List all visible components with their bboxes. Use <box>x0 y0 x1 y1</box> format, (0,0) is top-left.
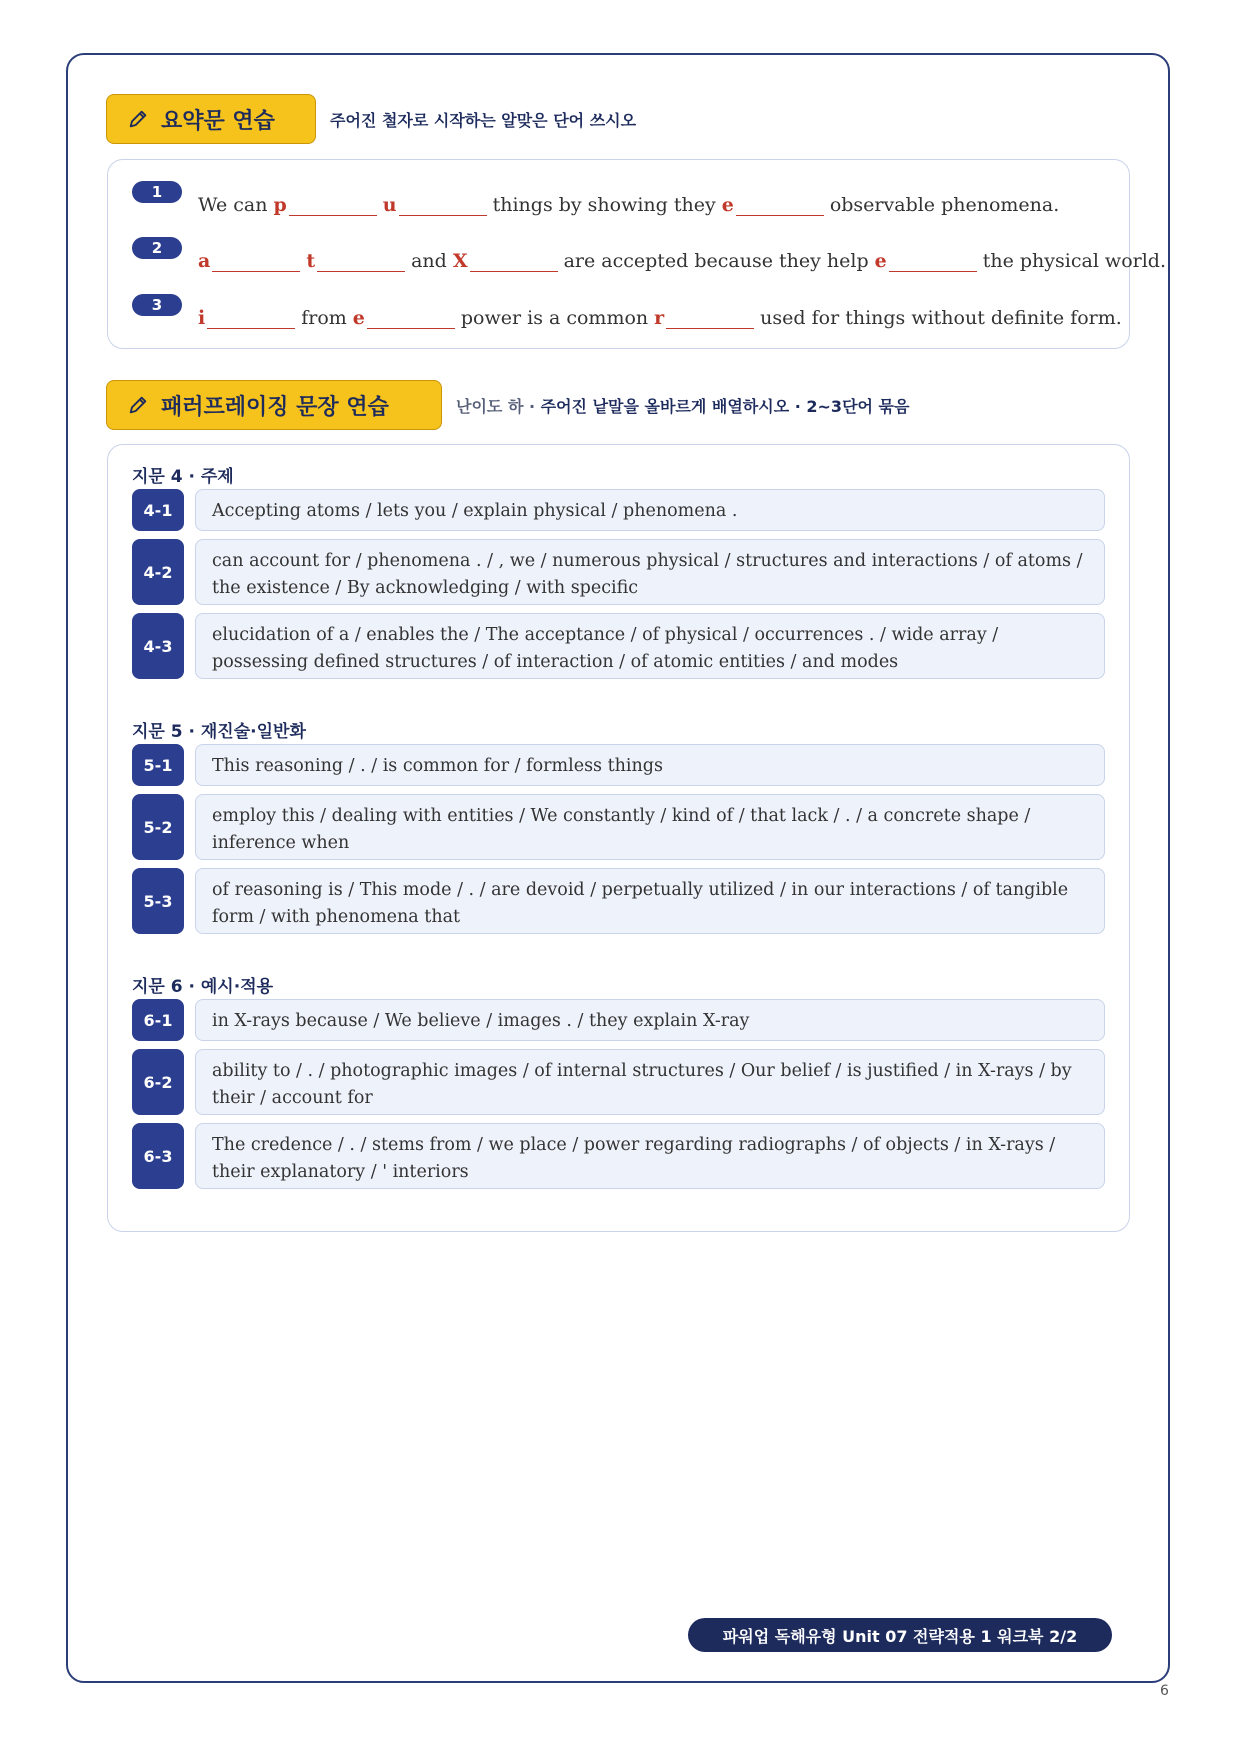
summary-item-number: 3 <box>132 294 182 316</box>
summary-item-number: 1 <box>132 181 182 203</box>
sentence-text: used for things without definite form. <box>760 307 1122 329</box>
paraphrase-section-header <box>106 380 909 430</box>
word-chunks: This reasoning / . / is common for / formless things <box>195 744 1105 786</box>
answer-blank[interactable] <box>470 241 558 272</box>
paraphrase-item <box>132 868 1105 934</box>
sentence-text: are accepted because they help <box>563 250 869 272</box>
word-chunks: can account for / phenomena . / , we / numerous physical / structures and interactions / of atoms / the existence / By acknowledging / with specific <box>195 539 1105 605</box>
answer-blank[interactable] <box>889 241 977 272</box>
paraphrase-item-number: 4-3 <box>132 613 184 679</box>
paraphrase-item-number: 5-3 <box>132 868 184 934</box>
word-chunks: in X-rays because / We believe / images . / they explain X-ray <box>195 999 1105 1041</box>
paraphrase-item-number: 4-1 <box>132 489 184 531</box>
paraphrase-box <box>107 444 1130 1232</box>
hint-letter: r <box>654 307 665 329</box>
summary-box <box>107 159 1166 349</box>
paraphrase-item <box>132 613 1105 679</box>
paraphrase-item <box>132 539 1105 605</box>
summary-item <box>132 294 1122 334</box>
footer-unit-label: 파워업 독해유형 Unit 07 전략적용 1 워크북 2/2 <box>688 1618 1112 1652</box>
answer-blank[interactable] <box>289 185 377 216</box>
answer-blank[interactable] <box>736 185 824 216</box>
instruction-text: 주어진 낱말을 올바르게 배열하시오 · 2~3단어 묶음 <box>540 396 910 416</box>
paraphrase-item <box>132 489 1105 531</box>
hint-letter: e <box>874 250 887 272</box>
word-chunks: ability to / . / photographic images / of internal structures / Our belief / is justified / in X-rays / by their / account for <box>195 1049 1105 1115</box>
paraphrase-title-pill <box>106 380 442 430</box>
answer-blank[interactable] <box>207 298 295 329</box>
answer-blank[interactable] <box>399 185 487 216</box>
hint-letter: e <box>721 194 734 216</box>
answer-blank[interactable] <box>367 298 455 329</box>
paraphrase-item-number: 5-2 <box>132 794 184 860</box>
hint-letter: u <box>382 194 397 216</box>
paraphrase-item <box>132 744 1105 786</box>
hint-letter: i <box>198 307 206 329</box>
sentence-text: from <box>301 307 347 329</box>
word-chunks: Accepting atoms / lets you / explain physical / phenomena . <box>195 489 1105 531</box>
paraphrase-item-number: 4-2 <box>132 539 184 605</box>
hint-letter: p <box>273 194 287 216</box>
summary-title: 요약문 연습 <box>161 108 275 134</box>
summary-item <box>132 237 1166 277</box>
pencil-icon <box>127 394 149 416</box>
word-chunks: of reasoning is / This mode / . / are devoid / perpetually utilized / in our interactions / of tangible form / with phenomena that <box>195 868 1105 934</box>
passage-label: 지문 6 · 예시·적용 <box>132 977 274 997</box>
summary-instruction: 주어진 철자로 시작하는 알맞은 단어 쓰시오 <box>330 110 637 130</box>
paraphrase-item <box>132 1123 1105 1189</box>
paraphrase-item-number: 6-2 <box>132 1049 184 1115</box>
summary-item-number: 2 <box>132 237 182 259</box>
hint-letter: t <box>306 250 316 272</box>
paraphrase-instruction <box>456 394 909 417</box>
paraphrase-item <box>132 1049 1105 1115</box>
sentence-text: observable phenomena. <box>829 194 1060 216</box>
answer-blank[interactable] <box>666 298 754 329</box>
passage-label: 지문 4 · 주제 <box>132 467 234 487</box>
summary-item <box>132 181 1109 221</box>
paraphrase-item <box>132 794 1105 860</box>
paraphrase-item-number: 5-1 <box>132 744 184 786</box>
word-chunks: elucidation of a / enables the / The acceptance / of physical / occurrences . / wide array / possessing defined structures / of interaction / of atomic entities / and modes <box>195 613 1105 679</box>
hint-letter: a <box>198 250 211 272</box>
answer-blank[interactable] <box>212 241 300 272</box>
hint-letter: e <box>352 307 365 329</box>
summary-title-pill <box>106 94 316 144</box>
sentence-text: the physical world. <box>982 250 1166 272</box>
page-number: 6 <box>1160 1683 1169 1699</box>
paraphrase-item-number: 6-1 <box>132 999 184 1041</box>
sentence-text: things by showing they <box>492 194 716 216</box>
difficulty-label: 난이도 하 · <box>456 396 541 416</box>
word-chunks: employ this / dealing with entities / We constantly / kind of / that lack / . / a concrete shape / inference when <box>195 794 1105 860</box>
answer-blank[interactable] <box>317 241 405 272</box>
word-chunks: The credence / . / stems from / we place / power regarding radiographs / of objects / in X-rays / their explanatory / ' interiors <box>195 1123 1105 1189</box>
hint-letter: X <box>452 250 468 272</box>
passage-label: 지문 5 · 재진술·일반화 <box>132 722 306 742</box>
sentence-text: power is a common <box>460 307 649 329</box>
summary-section-header <box>106 94 636 144</box>
sentence-text: We can <box>198 194 268 216</box>
sentence-text: and <box>411 250 447 272</box>
pencil-icon <box>127 108 149 130</box>
paraphrase-item-number: 6-3 <box>132 1123 184 1189</box>
paraphrase-item <box>132 999 1105 1041</box>
paraphrase-title: 패러프레이징 문장 연습 <box>161 394 389 420</box>
